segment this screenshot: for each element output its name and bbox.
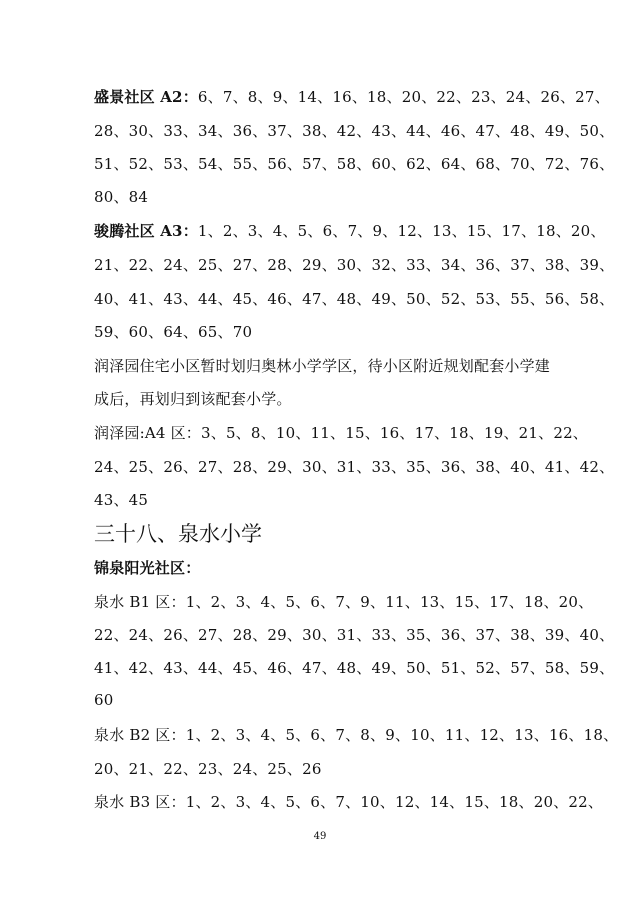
junteng-numbers-1: 1、2、3、4、5、6、7、9、12、13、15、17、18、20、 bbox=[197, 222, 606, 240]
b2-line-1: 泉水 B2 区：1、2、3、4、5、6、7、8、9、10、11、12、13、16、18、 bbox=[94, 726, 619, 744]
b3-line-1: 泉水 B3 区：1、2、3、4、5、6、7、10、12、14、15、18、20、22、 bbox=[94, 793, 604, 811]
shengjing-line-2: 28、30、33、34、36、37、38、42、43、44、46、47、48、49、50、 bbox=[94, 122, 615, 140]
junteng-label: 骏腾社区 A3： bbox=[94, 222, 198, 240]
b1-line-3: 41、42、43、44、45、46、47、48、49、50、51、52、57、58、59、 bbox=[94, 659, 615, 677]
runze-note-line-2: 成后，再划归到该配套小学。 bbox=[94, 390, 292, 408]
junteng-line-3: 40、41、43、44、45、46、47、48、49、50、52、53、55、56、58、 bbox=[94, 290, 615, 308]
page-number: 49 bbox=[313, 831, 327, 842]
b1-line-2: 22、24、26、27、28、29、30、31、33、35、36、37、38、39、40、 bbox=[94, 626, 615, 644]
runze-note-line-1: 润泽园住宅小区暂时划归奥林小学学区，待小区附近规划配套小学建 bbox=[94, 357, 551, 375]
shengjing-line-1 bbox=[94, 86, 614, 107]
b1-line-4: 60 bbox=[94, 691, 114, 709]
b2-line-2: 20、21、22、23、24、25、26 bbox=[94, 760, 322, 778]
community-label: 锦泉阳光社区： bbox=[94, 559, 201, 577]
runze-a4-line-3: 43、45 bbox=[94, 491, 149, 509]
shengjing-numbers-1: 6、7、8、9、14、16、18、20、22、23、24、26、27、 bbox=[197, 88, 610, 106]
shengjing-label: 盛景社区 A2： bbox=[94, 88, 198, 106]
b1-line-1: 泉水 B1 区：1、2、3、4、5、6、7、9、11、13、15、17、18、20、 bbox=[94, 593, 594, 611]
runze-a4-line-1: 润泽园:A4 区：3、5、8、10、11、15、16、17、18、19、21、22、 bbox=[94, 424, 589, 442]
junteng-line-4: 59、60、64、65、70 bbox=[94, 323, 253, 341]
shengjing-line-4: 80、84 bbox=[94, 188, 149, 206]
runze-a4-line-2: 24、25、26、27、28、29、30、31、33、35、36、38、40、41、42、 bbox=[94, 458, 615, 476]
junteng-line-2: 21、22、24、25、27、28、29、30、32、33、34、36、37、38、39、 bbox=[94, 256, 615, 274]
shengjing-line-3: 51、52、53、54、55、56、57、58、60、62、64、68、70、72、76、 bbox=[94, 155, 615, 173]
junteng-line-1 bbox=[94, 220, 614, 241]
school-heading: 三十八、泉水小学 bbox=[94, 522, 262, 546]
